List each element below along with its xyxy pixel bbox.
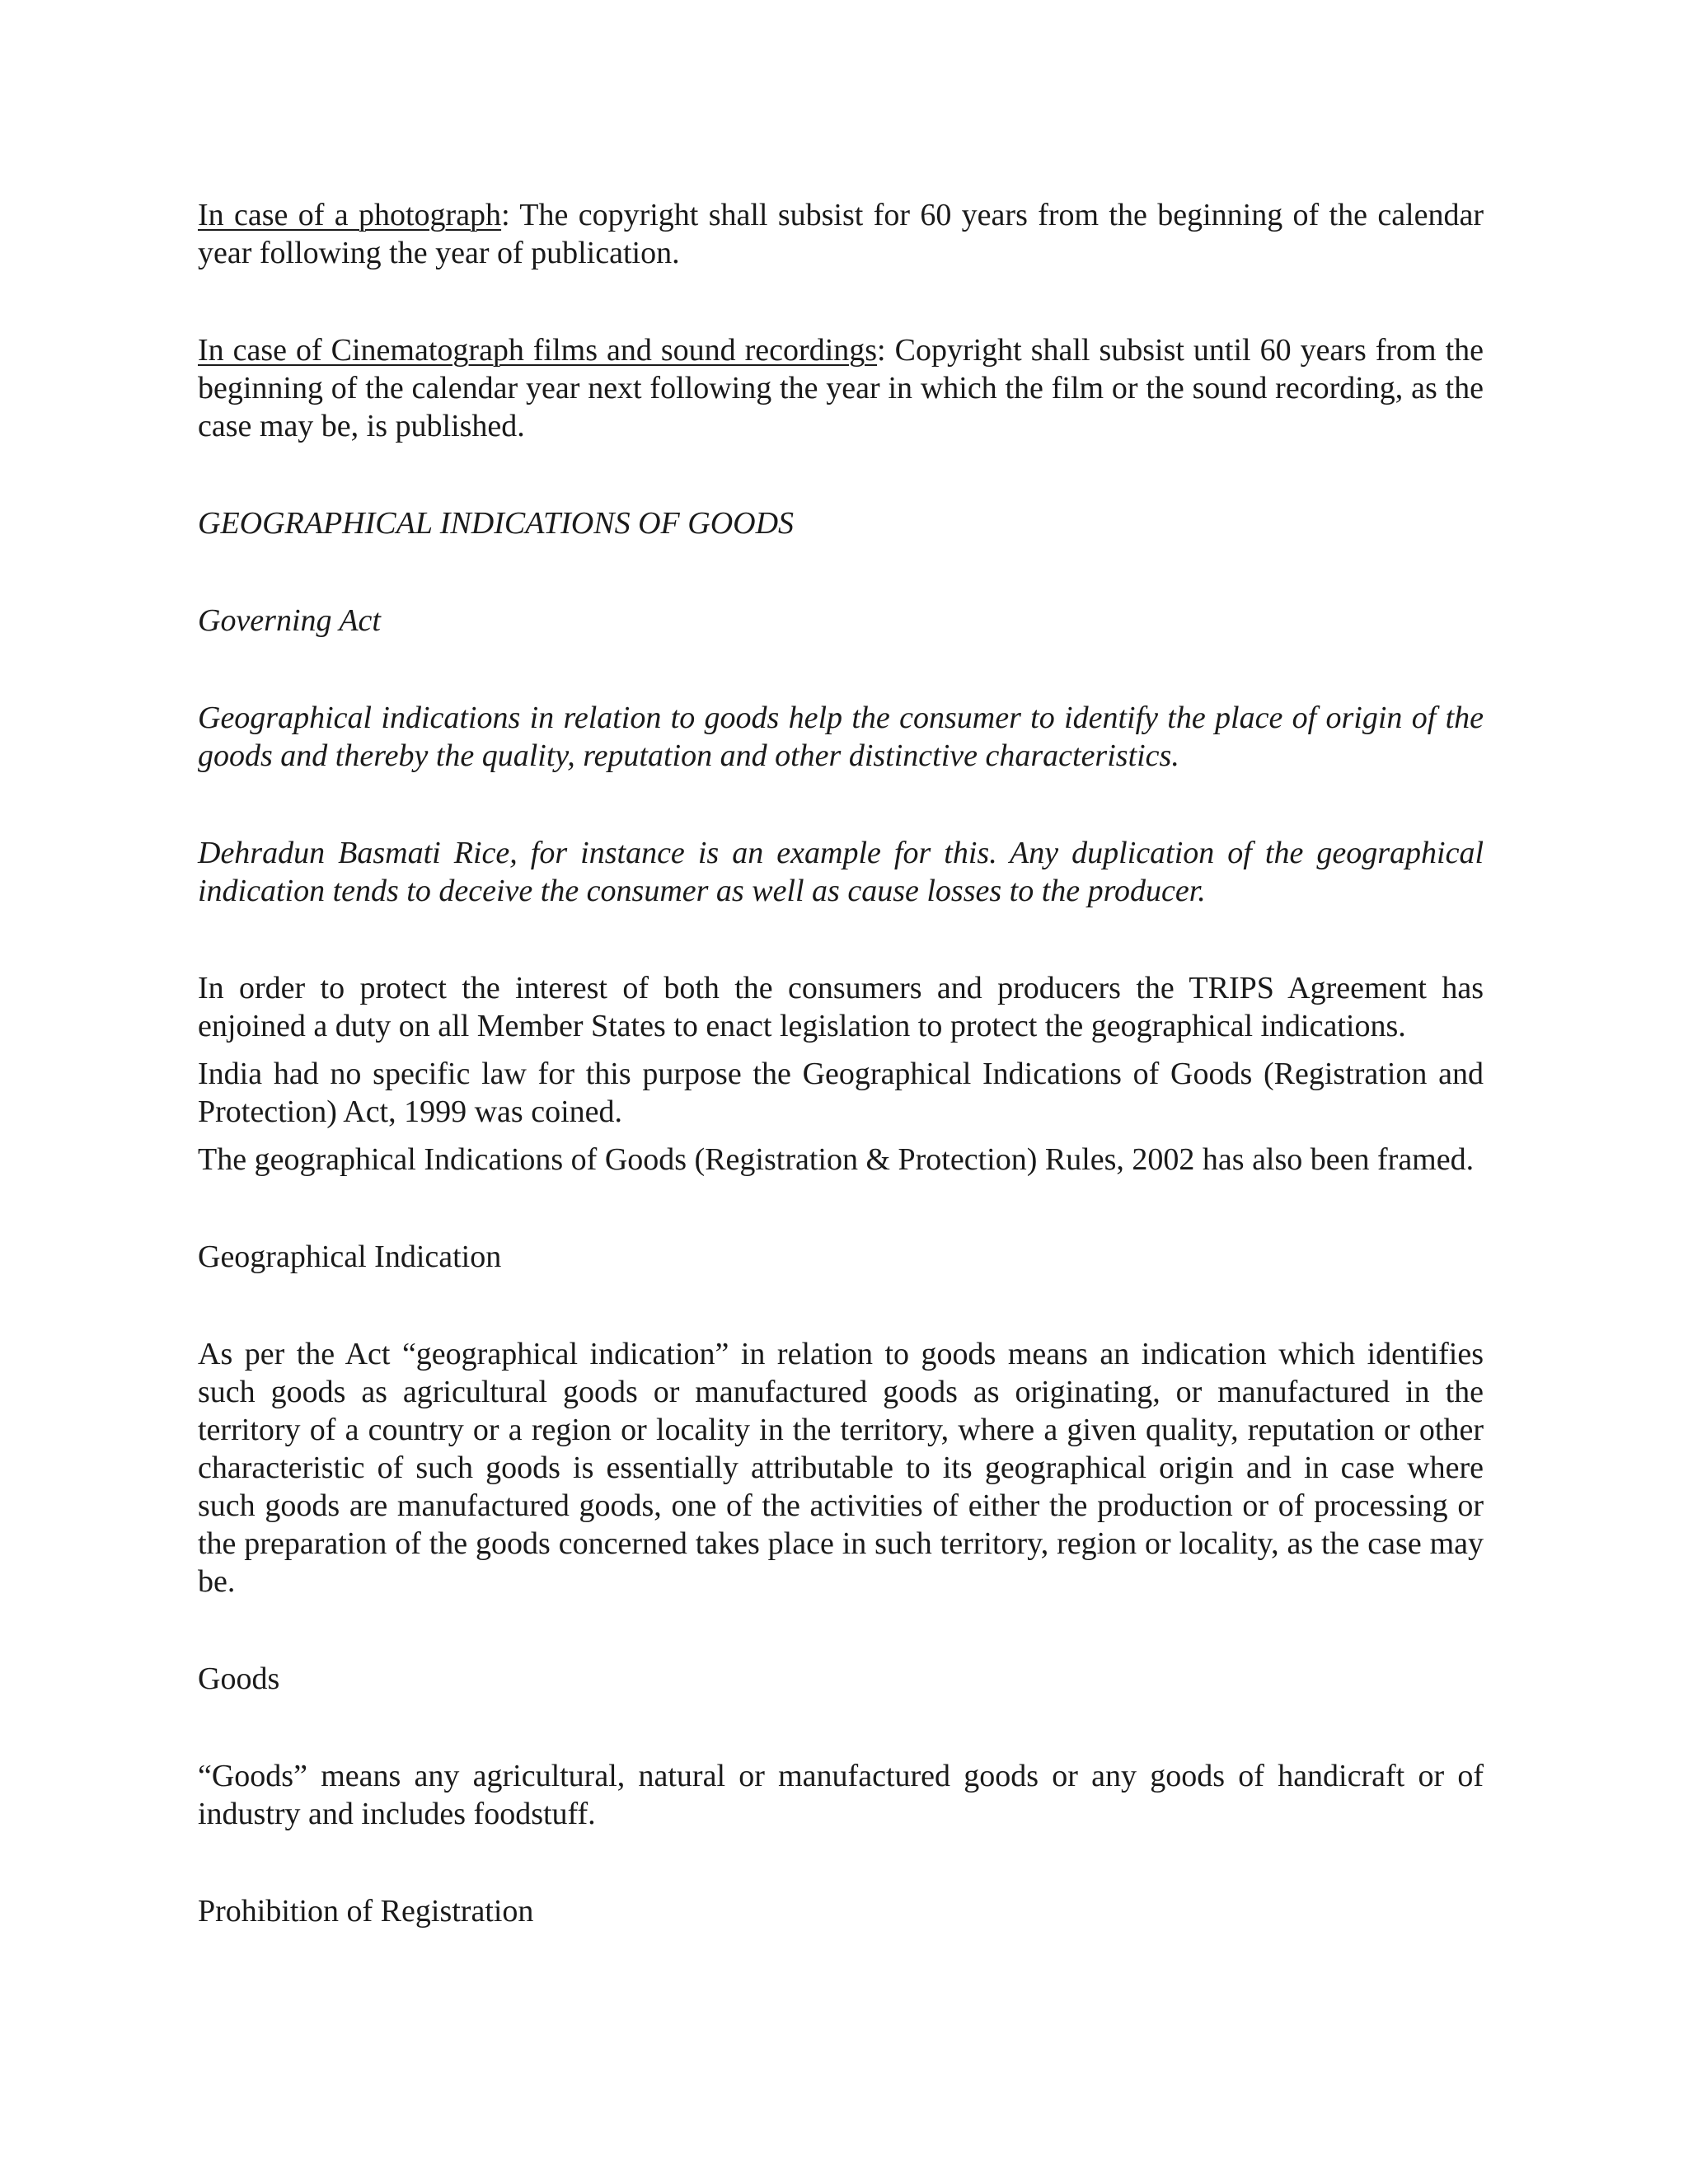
photograph-label: In case of a photograph <box>198 198 502 232</box>
photograph-paragraph <box>198 196 1484 272</box>
prohibition-heading: Prohibition of Registration <box>198 1894 534 1929</box>
rules-paragraph: The geographical Indications of Goods (Registration & Protection) Rules, 2002 has also been framed. <box>198 1142 1475 1177</box>
goods-heading: Goods <box>198 1661 280 1696</box>
italic-paragraph-basmati: Dehradun Basmati Rice, for instance is an example for this. Any duplication of the geographical indication tends to deceive the consumer as well as cause losses to the producer. <box>198 836 1484 908</box>
india-act-paragraph: India had no specific law for this purpose the Geographical Indications of Goods (Registration and Protection) Act, 1999 was coined. <box>198 1057 1484 1129</box>
trips-paragraph: In order to protect the interest of both the consumers and producers the TRIPS Agreement has enjoined a duty on all Member States to enact legislation to protect the geographical indications. <box>198 971 1484 1043</box>
cinematograph-paragraph <box>198 331 1484 445</box>
document-page <box>198 196 1484 1930</box>
goods-paragraph: “Goods” means any agricultural, natural or manufactured goods or any goods of handicraft or of industry and includes foodstuff. <box>198 1759 1484 1831</box>
governing-act-heading: Governing Act <box>198 603 381 638</box>
cinematograph-label: In case of Cinematograph films and sound recordings <box>198 333 878 368</box>
photograph-text: : The copyright shall subsist for 60 years from the beginning of the calendar year following the year of publication. <box>198 198 1484 270</box>
gi-heading: GEOGRAPHICAL INDICATIONS OF GOODS <box>198 506 795 541</box>
italic-paragraph-origin: Geographical indications in relation to goods help the consumer to identify the place of origin of the goods and thereby the quality, reputation and other distinctive characteristics. <box>198 701 1484 773</box>
cinematograph-text: : Copyright shall subsist until 60 years from the beginning of the calendar year next following the year in which the film or the sound recording, as the case may be, is published. <box>198 333 1484 443</box>
definition-paragraph: As per the Act “geographical indication” in relation to goods means an indication which identifies such goods as agricultural goods or manufactured goods as originating, or manufactured in the territory of a country or a region or locality in the territory, where a given quality, reputation or other characteristic of such goods is essentially attributable to its geographical origin and in case where such goods are manufactured goods, one of the activities of either the production or of processing or the preparation of the goods concerned takes place in such territory, region or locality, as the case may be. <box>198 1337 1484 1599</box>
gi-subheading: Geographical Indication <box>198 1240 502 1274</box>
